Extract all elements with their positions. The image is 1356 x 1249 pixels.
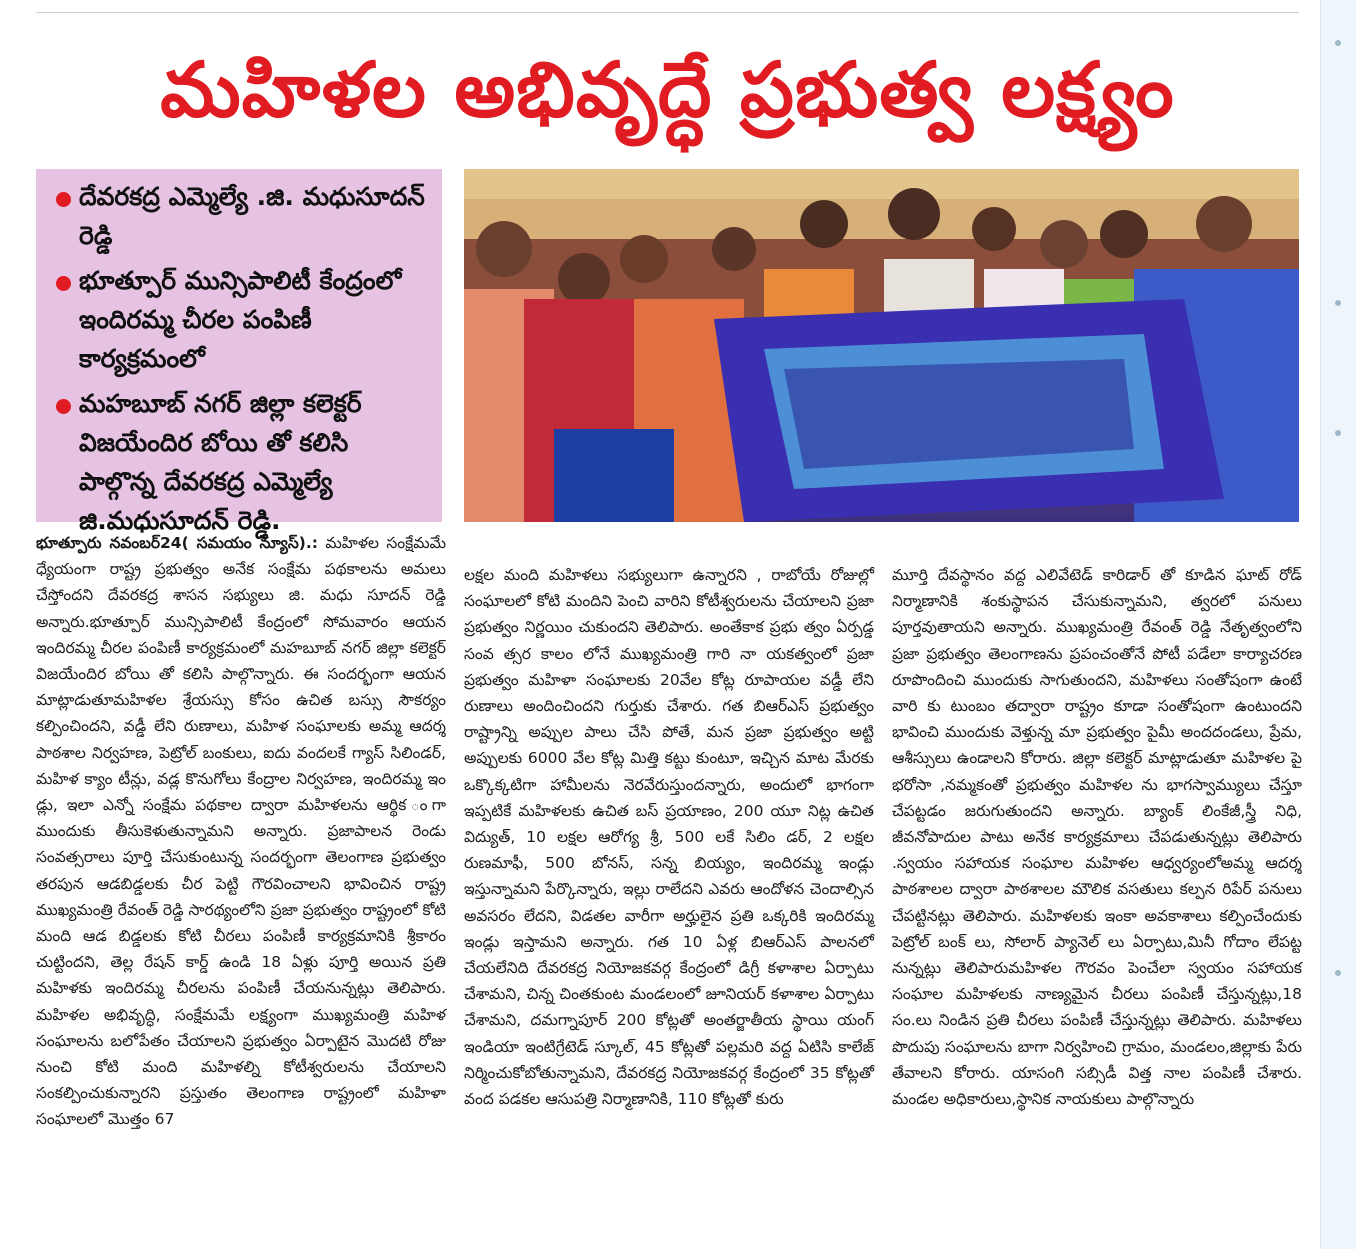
margin-mark bbox=[1335, 430, 1341, 436]
margin-mark bbox=[1335, 970, 1341, 976]
bullet-icon bbox=[56, 399, 71, 414]
article-text: మహిళల సంక్షేమమే ధ్యేయంగా రాష్ట్ర ప్రభుత్వం అనేక సంక్షేమ పథకాలను అమలు చేస్తోందని దేవరకద్ర శాసన సభ్యులు జి. మధు సూదన్ రెడ్డి అన్నారు.భూత్పూర్ మున్సిపాలిటీ కేంద్రంలో సోమవారం ఆయన ఇందిరమ్మ చీరల పంపిణీ కార్యక్రమంలో మహబూబ్ నగర్ జిల్లా కలెక్టర్ విజయేందిర బోయి తో కలిసి పాల్గొన్నారు. ఈ సందర్భంగా ఆయన మాట్లాడుతూమహిళల శ్రేయస్సు కోసం ఉచిత బస్సు సౌకర్యం కల్పించిందని, వడ్డీ లేని రుణాలు, మహిళ సంఘాలకు అమ్మ ఆదర్శ పాఠశాల నిర్వహణ, పెట్రోల్ బంకులు, ఐదు వందలకే గ్యాస్ సిలిండర్, మహిళ క్యాం టీన్లు, వడ్ల కొనుగోలు కేంద్రాల నిర్వహణ, ఇందిరమ్మ ఇం డ్లు, ఇలా ఎన్నో సంక్షేమ పథకాల ద్వారా మహిళలను ఆర్థిక ంగా ముందుకు తీసుకెళుతున్నామని అన్నారు. ప్రజాపాలన రెండు సంవత్సరాలు పూర్తి చేసుకుంటున్న సందర్భంగా తెలంగాణ ప్రభుత్వం తరపున ఆడబిడ్డలకు చీర పెట్టి గౌరవించాలని భావించిన రాష్ట్ర ముఖ్యమంత్రి రేవంత్ రెడ్డి సారథ్యంలోని ప్రజా ప్రభుత్వం రాష్ట్రంలో కోటి మంది ఆడ బిడ్డలకు కోటి చీరలు పంపిణీ కార్యక్రమానికి శ్రీకారం చుట్టిందని, తెల్ల రేషన్ కార్డ్ ఉండి 18 ఏళ్లు పూర్తి అయిన ప్రతి మహిళకు ఇందిరమ్మ చీరలను పంపిణీ చేయనున్నట్లు తెలిపారు. మహిళల అభివృద్ధి, సంక్షేమమే లక్ష్యంగా ముఖ్యమంత్రి మహిళ సంఘాలను బలోపేతం చేయాలని ప్రభుత్వం ఏర్పాటైన మొదటి రోజు నుంచి కోటి మంది మహిళల్ని కోటీశ్వరులను చేయాలని సంకల్పించుకున్నారని ప్రస్తుతం తెలంగాణ రాష్ట్రంలో మహిళా సంఘాలలో మొత్తం 67 bbox=[36, 534, 446, 1129]
dateline: భూత్పూరు నవంబర్24( సమయం న్యూస్).: bbox=[36, 534, 318, 552]
article-column-3 bbox=[892, 562, 1302, 1112]
news-photo bbox=[464, 169, 1299, 522]
margin-mark bbox=[1335, 40, 1341, 46]
headline: మహిళల అభివృద్ధే ప్రభుత్వ లక్ష్యం bbox=[160, 45, 1175, 134]
highlight-text: దేవరకద్ర ఎమ్మెల్యే .జి. మధుసూదన్ రెడ్డి bbox=[79, 182, 425, 250]
highlight-item bbox=[56, 384, 428, 540]
right-margin-strip bbox=[1320, 0, 1356, 1249]
bullet-icon bbox=[56, 192, 71, 207]
photo-illustration bbox=[464, 169, 1299, 522]
highlights-box bbox=[36, 169, 442, 535]
top-rule bbox=[36, 12, 1299, 13]
article-column-1 bbox=[36, 530, 446, 1133]
highlight-text: భూత్పూర్ మున్సిపాలిటీ కేంద్రంలో ఇందిరమ్మ చీరల పంపిణీ కార్యక్రమంలో bbox=[79, 266, 402, 373]
article-column-2 bbox=[464, 562, 874, 1112]
article-text: మూర్తి దేవస్థానం వద్ద ఎలివేటెడ్ కారిడార్ తో కూడిన ఘాట్ రోడ్ నిర్మాణానికి శంకుస్థాపన చేసుకున్నామని, త్వరలో పనులు పూర్తవుతాయని అన్నారు. ముఖ్యమంత్రి రేవంత్ రెడ్డి నేతృత్వంలోని ప్రజా ప్రభుత్వం తెలంగాణను ప్రపంచంతోనే పోటీ పడేలా కార్యాచరణ రూపొందించి ముందుకు సాగుతుందని, మహిళలు సంతోషంగా ఉంటే వారి కు టుంబం తద్వారా రాష్ట్రం కూడా సంతోషంగా ఉంటుందని భావించి ముందుకు వెళ్తున్న మా ప్రభుత్వం పైమీ అందదండలు, ప్రేమ, ఆశీస్సులు ఉండాలని కోరారు. జిల్లా కలెక్టర్ మాట్లాడుతూ మహిళల పై భరోసా ,నమ్మకంతో ప్రభుత్వం మహిళల ను భాగస్వామ్యులు చేస్తూ చేపట్టడం జరుగుతుందని అన్నారు. బ్యాంక్ లింకేజీ,స్త్రీ నిధి, జీవనోపాదుల పాటు అనేక కార్యక్రమాలు చేపడుతున్నట్లు తెలిపారు .స్వయం సహాయక సంఘాల మహిళల ఆధ్వర్యంలోఅమ్మ ఆదర్శ పాఠశాలల ద్వారా పాఠశాలల మౌలిక వసతులు కల్పన రిపేర్ పనులు చేపట్టినట్లు తెలిపారు. మహిళలకు ఇంకా అవకాశాలు కల్పించేందుకు పెట్రోల్ బంక్ లు, సోలార్ ప్యానెల్ లు ఏర్పాటు,మినీ గోదాం లేపట్ట నున్నట్లు తెలిపారుమహిళల గౌరవం పెంచేలా స్వయం సహాయక సంఘాల మహిళలకు నాణ్యమైన చీరలు పంపిణీ చేస్తున్నట్లు,18 సం.లు నిండిన ప్రతి చీరలు పంపిణీ చేస్తున్నట్లు తెలిపారు. మహిళలు పొదుపు సంఘాలను బాగా నిర్వహించి గ్రామం, మండలం,జిల్లాకు పేరు తేవాలని కోరారు. యాసంగి సబ్సిడీ విత్త నాల పంపిణీ చేశారు. మండల అధికారులు,స్థానిక నాయకులు పాల్గొన్నారు bbox=[892, 566, 1302, 1109]
highlight-text: మహబూబ్ నగర్ జిల్లా కలెక్టర్ విజయేందిర బోయి తో కలిసి పాల్గొన్న దేవరకద్ర ఎమ్మెల్యే జి.మధుసూదన్ రెడ్డి. bbox=[79, 389, 362, 535]
highlight-item bbox=[56, 261, 428, 378]
article-text: లక్షల మంది మహిళలు సభ్యులుగా ఉన్నారని , రాబోయే రోజుల్లో సంఘాలలో కోటి మందిని పెంచి వారిని కోటీశ్వరులను చేయాలని ప్రజా ప్రభుత్వం నిర్ణయిం చుకుందని తెలిపారు. అంతేకాక ప్రభు త్వం ఏర్పడ్డ సంవ త్సర కాలం లోనే ముఖ్యమంత్రి గారి నా యకత్వంలో ప్రజా ప్రభుత్వం మహిళా సంఘాలకు 20వేల కోట్ల రూపాయల వడ్డీ లేని రుణాలు అందించిందని గుర్తుకు చేశారు. గత బిఆర్ఎస్ ప్రభుత్వం రాష్ట్రాన్ని అప్పుల పాలు చేసి పోతే, మన ప్రజా ప్రభుత్వం అట్టి అప్పులకు 6000 వేల కోట్ల మిత్తి కట్టు కుంటూ, ఇచ్చిన మాట మేరకు ఒక్కొక్కటిగా హామీలను నెరవేరుస్తుందన్నారు, అందులో భాగంగా ఇప్పటికే మహిళలకు ఉచిత బస్ ప్రయాణం, 200 యూ నిట్ల ఉచిత విద్యుత్, 10 లక్షల ఆరోగ్య శ్రీ, 500 లకే సిలిం డర్, 2 లక్షల రుణమాఫీ, 500 బోనస్, సన్న బియ్యం, ఇందిరమ్మ ఇండ్లు ఇస్తున్నామని పేర్కొన్నారు, ఇల్లు రాలేదని ఎవరు ఆందోళన చెందాల్సిన అవసరం లేదని, విడతల వారీగా అర్హులైన ప్రతి ఒక్కరికి ఇందిరమ్మ ఇండ్లు ఇస్తామని అన్నారు. గత 10 ఏళ్ల బిఆర్ఎస్ పాలనలో చేయలేనిది దేవరకద్ర నియోజకవర్గ కేంద్రంలో డిగ్రీ కళాశాల ఏర్పాటు చేశామని, చిన్న చింతకుంట మండలంలో జూనియర్ కళాశాల ఏర్పాటు చేశామని, దమగ్నాపూర్ 200 కోట్లతో అంతర్జాతీయ స్థాయి యంగ్ ఇండియా ఇంటిగ్రేటెడ్ స్కూల్, 45 కోట్లతో పల్లమరి వద్ద ఏటిసి కాలేజ్ నిర్మించుకోబోతున్నామని, దేవరకద్ర నియోజకవర్గ కేంద్రంలో 35 కోట్లతో వంద పడకల ఆసుపత్రి నిర్మాణానికి, 110 కోట్లతో కురు bbox=[464, 566, 875, 1109]
margin-mark bbox=[1335, 300, 1341, 306]
highlight-item bbox=[56, 177, 428, 255]
bullet-icon bbox=[56, 276, 71, 291]
